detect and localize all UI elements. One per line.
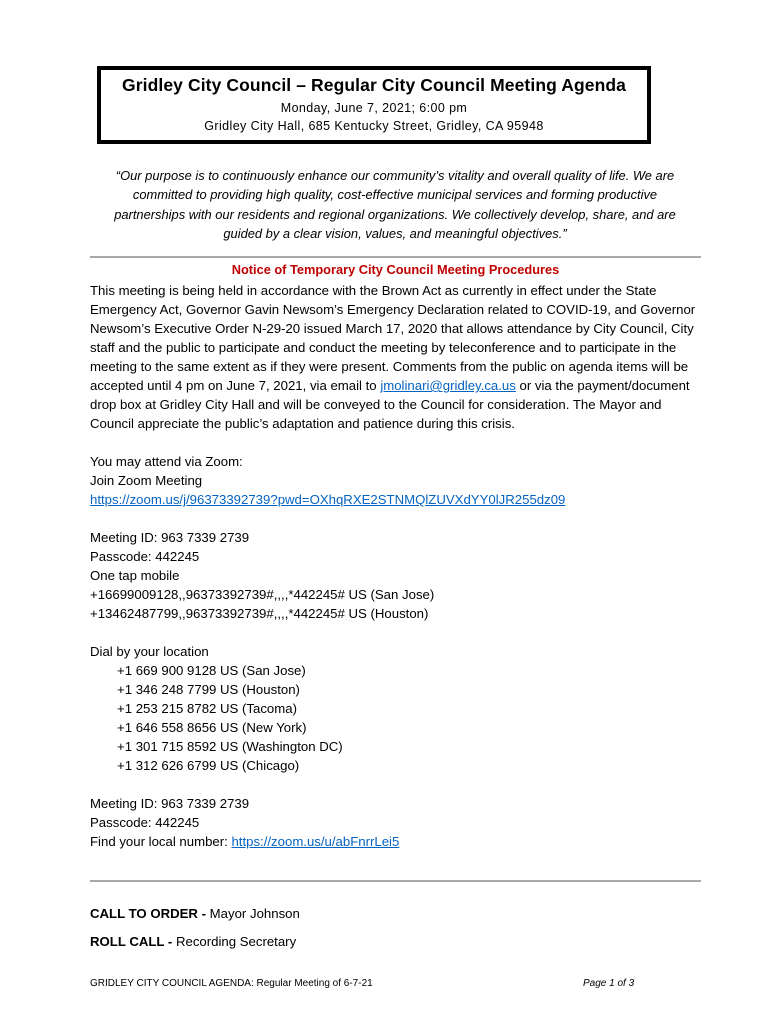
dial-number: +1 646 558 8656 US (New York) [117,720,307,735]
notice-title: Notice of Temporary City Council Meeting Procedures [231,262,560,277]
local-number-label: Find your local number: [90,834,232,849]
one-tap-number-2: +13462487799,,96373392739#,,,,*442245# US (Houston) [90,606,429,621]
dial-number: +1 312 626 6799 US (Chicago) [117,758,300,773]
zoom-join-link[interactable]: https://zoom.us/j/96373392739?pwd=OXhqRXE2STNMQlZUVXdYY0lJR255dz09 [90,492,566,507]
notice-text-after: or via the payment/document drop box at Gridley City Hall and will be conveyed to the Council for consideration. The Mayor and Council appreciate the public’s adaptation and patience during this crisis. [90,378,690,431]
meeting-location: Gridley City Hall, 685 Kentucky Street, Gridley, CA 95948 [204,119,544,133]
local-number-link[interactable]: https://zoom.us/u/abFnrrLei5 [231,834,400,849]
notice-paragraph [90,281,702,433]
dial-number: +1 669 900 9128 US (San Jose) [117,663,306,678]
one-tap-label: One tap mobile [90,568,180,583]
dial-number: +1 253 215 8782 US (Tacoma) [117,701,297,716]
roll-call [90,934,296,949]
zoom-join-line: Join Zoom Meeting [90,473,203,488]
roll-call-label: ROLL CALL - [90,934,173,949]
agenda-header-box [97,66,651,144]
footer-page-number: Page 1 of 3 [583,978,635,989]
meeting-date: Monday, June 7, 2021; 6:00 pm [280,101,468,115]
call-to-order [90,906,300,921]
roll-call-value: Recording Secretary [172,934,297,949]
passcode-2: Passcode: 442245 [90,815,200,830]
call-to-order-value: Mayor Johnson [206,906,300,921]
passcode: Passcode: 442245 [90,549,200,564]
dial-label: Dial by your location [90,644,209,659]
divider-bottom [90,880,701,882]
dial-number: +1 301 715 8592 US (Washington DC) [117,739,343,754]
mission-statement: “Our purpose is to continuously enhance our community’s vitality and overall quality of life. We are committed to providing high quality, cost-effective municipal services and forming productive partnerships with our residents and regional organizations. We collectively develop, share, and are guided by a clear vision, values, and meaningful objectives.” [114,168,676,241]
meeting-id-2: Meeting ID: 963 7339 2739 [90,796,250,811]
zoom-attend-line: You may attend via Zoom: [90,454,243,469]
call-to-order-label: CALL TO ORDER - [90,906,207,921]
dial-number: +1 346 248 7799 US (Houston) [117,682,300,697]
one-tap-number-1: +16699009128,,96373392739#,,,,*442245# US (San Jose) [90,587,435,602]
divider-top [90,256,701,258]
footer-agenda-title: GRIDLEY CITY COUNCIL AGENDA: Regular Meeting of 6-7-21 [90,978,373,989]
notice-body [90,281,702,851]
notice-text-before: This meeting is being held in accordance with the Brown Act as currently in effect under the State Emergency Act, Governor Gavin Newsom’s Emergency Declaration related to COVID-19, and Governor Newsom’s Executive Order N-29-20 issued March 17, 2020 that allows attendance by City Council, City staff and the public to participate and conduct the meeting by teleconference and to participate in the meeting to the same extent as if they were present. Comments from the public on agenda items will be accepted until 4 pm on June 7, 2021, via email to [90,283,696,393]
meeting-id: Meeting ID: 963 7339 2739 [90,530,250,545]
local-number-line [90,832,702,851]
agenda-title: Gridley City Council – Regular City Council Meeting Agenda [122,75,626,95]
email-link[interactable]: jmolinari@gridley.ca.us [380,378,516,393]
